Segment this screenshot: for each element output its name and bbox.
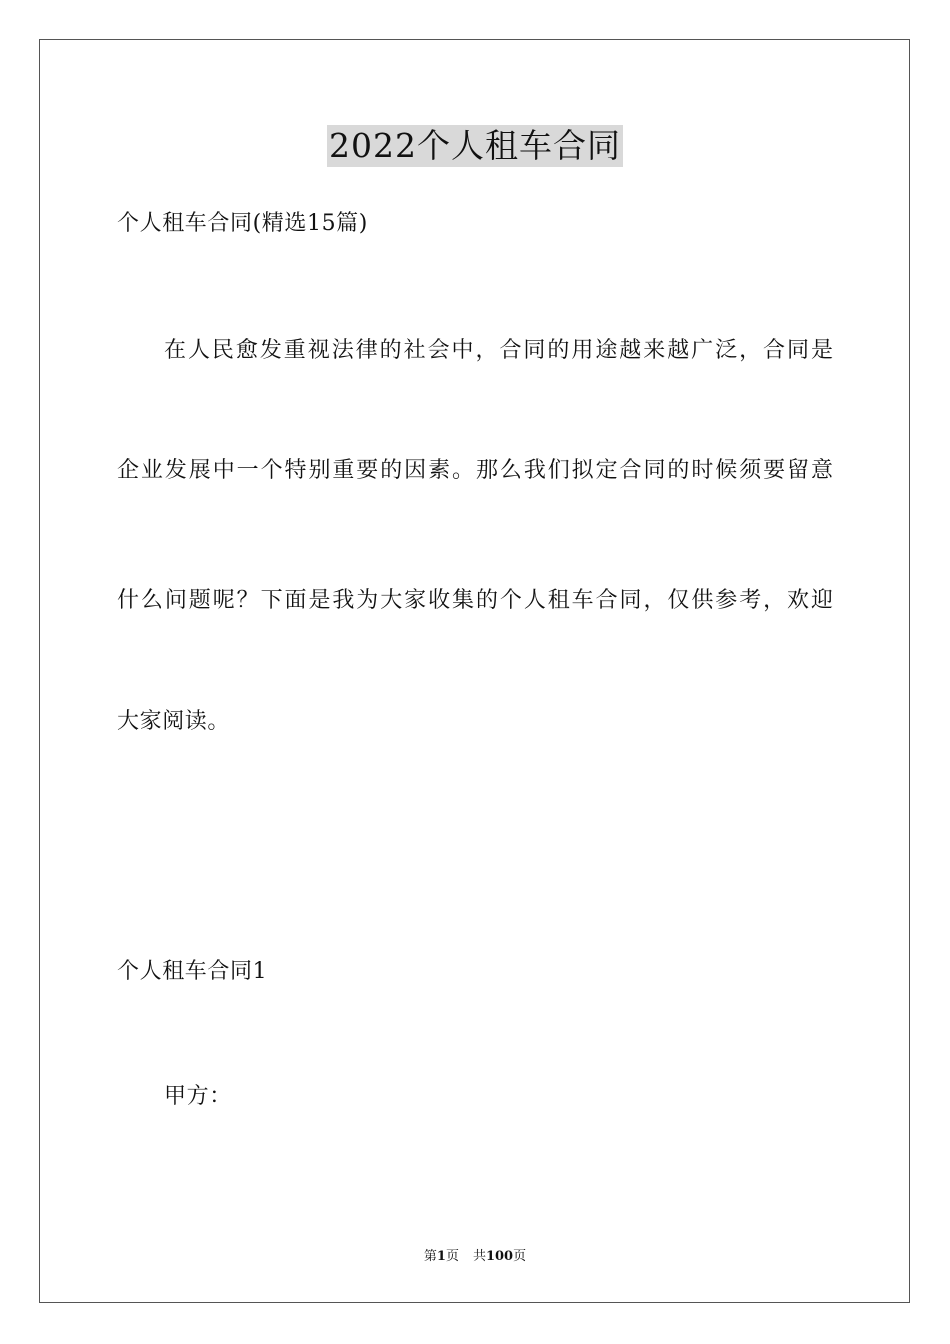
intro-line-3: 什么问题呢？下面是我为大家收集的个人租车合同，仅供参考，欢迎 xyxy=(117,588,833,613)
document-subtitle: 个人租车合同(精选15篇) xyxy=(117,211,368,236)
footer-total-pages: 100 xyxy=(485,1249,514,1264)
footer-page-number: 1 xyxy=(436,1249,446,1264)
intro-line-2: 企业发展中一个特别重要的因素。那么我们拟定合同的时候须要留意 xyxy=(117,458,833,483)
footer-page-suffix: 页 xyxy=(445,1249,459,1264)
section-heading: 个人租车合同1 xyxy=(117,959,268,984)
intro-line-4: 大家阅读。 xyxy=(117,709,231,734)
footer-page-prefix: 第 xyxy=(423,1249,437,1264)
footer-total-prefix: 共 xyxy=(472,1249,486,1264)
party-a-label: 甲方： xyxy=(164,1084,232,1109)
footer-total-suffix: 页 xyxy=(513,1249,527,1264)
document-title: 2022个人租车合同 xyxy=(329,126,621,165)
intro-line-1: 在人民愈发重视法律的社会中，合同的用途越来越广泛，合同是 xyxy=(164,338,833,363)
page-footer xyxy=(0,1248,950,1266)
title-wrapper xyxy=(0,125,950,167)
